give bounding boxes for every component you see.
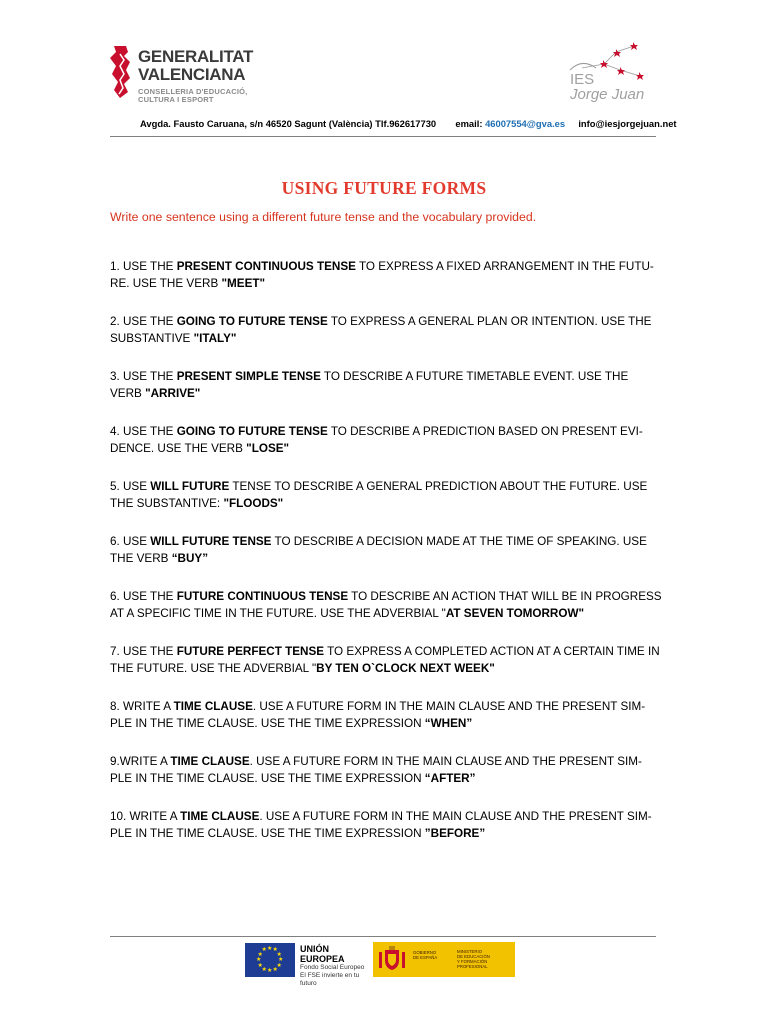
- task-text: 3. USE THE: [110, 370, 177, 383]
- task-text: TENSE TO DESCRIBE A GENERAL PREDICTION ABOUT THE FUTURE. USE THE SUBSTANTIVE:: [110, 480, 648, 510]
- task-keyword: “AFTER”: [424, 772, 476, 785]
- task-tense: WILL FUTURE: [150, 480, 230, 493]
- task-keyword: ”BEFORE”: [424, 827, 486, 840]
- task-text: TO EXPRESS A FIXED ARRANGEMENT IN THE FUTU-RE. USE THE VERB: [110, 260, 654, 290]
- task-tense: GOING TO FUTURE TENSE: [176, 315, 328, 328]
- task-tense: PRESENT CONTINUOUS TENSE: [176, 260, 356, 273]
- eu-star-icon: ★: [267, 968, 273, 974]
- task-tense: GOING TO FUTURE TENSE: [176, 425, 328, 438]
- eu-slogan: El FSE invierte en tu futuro: [300, 972, 360, 987]
- task-item: [110, 313, 662, 347]
- task-text: 5. USE: [110, 480, 151, 493]
- task-text: . USE A FUTURE FORM IN THE MAIN CLAUSE AND THE PRESENT SIM-PLE IN THE TIME CLAUSE. USE THE TIME EXPRESSION: [110, 810, 652, 840]
- task-item: [110, 808, 662, 842]
- task-text: . USE A FUTURE FORM IN THE MAIN CLAUSE AND THE PRESENT SIM-PLE IN THE TIME CLAUSE. USE THE TIME EXPRESSION: [110, 755, 642, 785]
- ministry-label: MINISTERIO DE EDUCACIÓN Y FORMACIÓN PROFESIONAL: [457, 949, 490, 969]
- task-list: [110, 258, 662, 863]
- eu-flag-icon: [245, 943, 295, 977]
- task-text: 10. WRITE A: [110, 810, 181, 823]
- eu-star-icon: ★: [278, 957, 284, 963]
- ministry-logo: [373, 942, 515, 977]
- task-keyword: “WHEN”: [424, 717, 473, 730]
- task-tense: FUTURE CONTINUOUS TENSE: [176, 590, 349, 603]
- conselleria-name: CONSELLERIA D'EDUCACIÓ, CULTURA I ESPORT: [138, 87, 248, 104]
- task-keyword: “BUY”: [171, 552, 209, 565]
- web-link[interactable]: info@iesjorgejuan.net: [578, 118, 677, 129]
- eu-star-icon: ★: [272, 947, 278, 954]
- address-line: [140, 118, 677, 129]
- task-text: 8. WRITE A: [110, 700, 174, 713]
- task-item: [110, 368, 662, 402]
- task-text: 9.WRITE A: [110, 755, 171, 768]
- task-keyword: "ITALY": [193, 332, 237, 345]
- eu-star-icon: ★: [267, 946, 273, 952]
- task-tense: PRESENT SIMPLE TENSE: [176, 370, 321, 383]
- eu-star-icon: ★: [272, 966, 278, 973]
- ies-jorge-juan-logo: [560, 40, 660, 115]
- task-item: [110, 533, 662, 567]
- task-item: [110, 423, 662, 457]
- task-text: TO DESCRIBE AN ACTION THAT WILL BE IN PROGRESS AT A SPECIFIC TIME IN THE FUTURE. USE THE ADVERBIAL ": [110, 590, 662, 620]
- task-tense: TIME CLAUSE: [170, 755, 250, 768]
- eu-logo-text: [300, 944, 370, 988]
- task-text: 6. USE: [110, 535, 151, 548]
- instruction-text: Write one sentence using a different future tense and the vocabulary provided.: [110, 210, 537, 224]
- task-text: . USE A FUTURE FORM IN THE MAIN CLAUSE AND THE PRESENT SIM-PLE IN THE TIME CLAUSE. USE THE TIME EXPRESSION: [110, 700, 646, 730]
- task-keyword: "FLOODS": [223, 497, 284, 510]
- task-text: 1. USE THE: [110, 260, 177, 273]
- task-text: 6. USE THE: [110, 590, 177, 603]
- task-keyword: "MEET": [221, 277, 266, 290]
- email-link[interactable]: 46007554@gva.es: [485, 118, 566, 129]
- email-label: email:: [455, 118, 486, 129]
- spain-coat-of-arms-icon: [377, 946, 407, 972]
- eu-star-icon: ★: [276, 951, 282, 958]
- eu-title: UNIÓN EUROPEA: [300, 944, 345, 964]
- task-text: TO EXPRESS A COMPLETED ACTION AT A CERTAIN TIME IN THE FUTURE. USE THE ADVERBIAL ": [110, 645, 660, 675]
- task-item: [110, 478, 662, 512]
- eu-star-icon: ★: [256, 957, 262, 963]
- page-title: USING FUTURE FORMS: [281, 178, 487, 198]
- task-keyword: "ARRIVE": [145, 387, 201, 400]
- task-item: [110, 258, 662, 292]
- task-keyword: "LOSE": [246, 442, 290, 455]
- task-text: 4. USE THE: [110, 425, 177, 438]
- task-tense: FUTURE PERFECT TENSE: [176, 645, 325, 658]
- task-text: TO EXPRESS A GENERAL PLAN OR INTENTION. USE THE SUBSTANTIVE: [110, 315, 652, 345]
- generalitat-name: GENERALITAT VALENCIANA: [138, 47, 254, 84]
- generalitat-valenciana-logo: [108, 44, 254, 124]
- task-tense: TIME CLAUSE: [173, 700, 253, 713]
- task-keyword: BY TEN O`CLOCK NEXT WEEK": [316, 662, 495, 675]
- eu-fund: Fondo Social Europeo: [300, 964, 365, 971]
- task-text: TO DESCRIBE A FUTURE TIMETABLE EVENT. USE THE VERB: [110, 370, 629, 400]
- task-keyword: AT SEVEN TOMORROW": [445, 607, 585, 620]
- eu-star-icon: ★: [257, 962, 263, 969]
- eu-star-icon: ★: [257, 951, 263, 958]
- task-text: 2. USE THE: [110, 315, 177, 328]
- task-tense: TIME CLAUSE: [180, 810, 260, 823]
- task-text: 7. USE THE: [110, 645, 177, 658]
- eu-star-icon: ★: [261, 947, 267, 954]
- task-item: [110, 753, 662, 787]
- generalitat-emblem-icon: [108, 44, 134, 100]
- task-item: [110, 698, 662, 732]
- task-text: TO DESCRIBE A DECISION MADE AT THE TIME OF SPEAKING. USE THE VERB: [110, 535, 647, 565]
- task-item: [110, 588, 662, 622]
- task-item: [110, 643, 662, 677]
- eu-star-icon: ★: [261, 966, 267, 973]
- footer-divider: [110, 936, 656, 937]
- task-tense: WILL FUTURE TENSE: [150, 535, 272, 548]
- government-label: GOBIERNO DE ESPAÑA: [413, 950, 438, 960]
- header-divider: [110, 136, 656, 137]
- task-text: TO DESCRIBE A PREDICTION BASED ON PRESENT EVI-DENCE. USE THE VERB: [110, 425, 643, 455]
- address-text: Avgda. Fausto Caruana, s/n 46520 Sagunt (València) Tlf.962617730: [140, 118, 437, 129]
- ies-name: IES Jorge Juan: [570, 71, 645, 103]
- eu-star-icon: ★: [276, 962, 282, 969]
